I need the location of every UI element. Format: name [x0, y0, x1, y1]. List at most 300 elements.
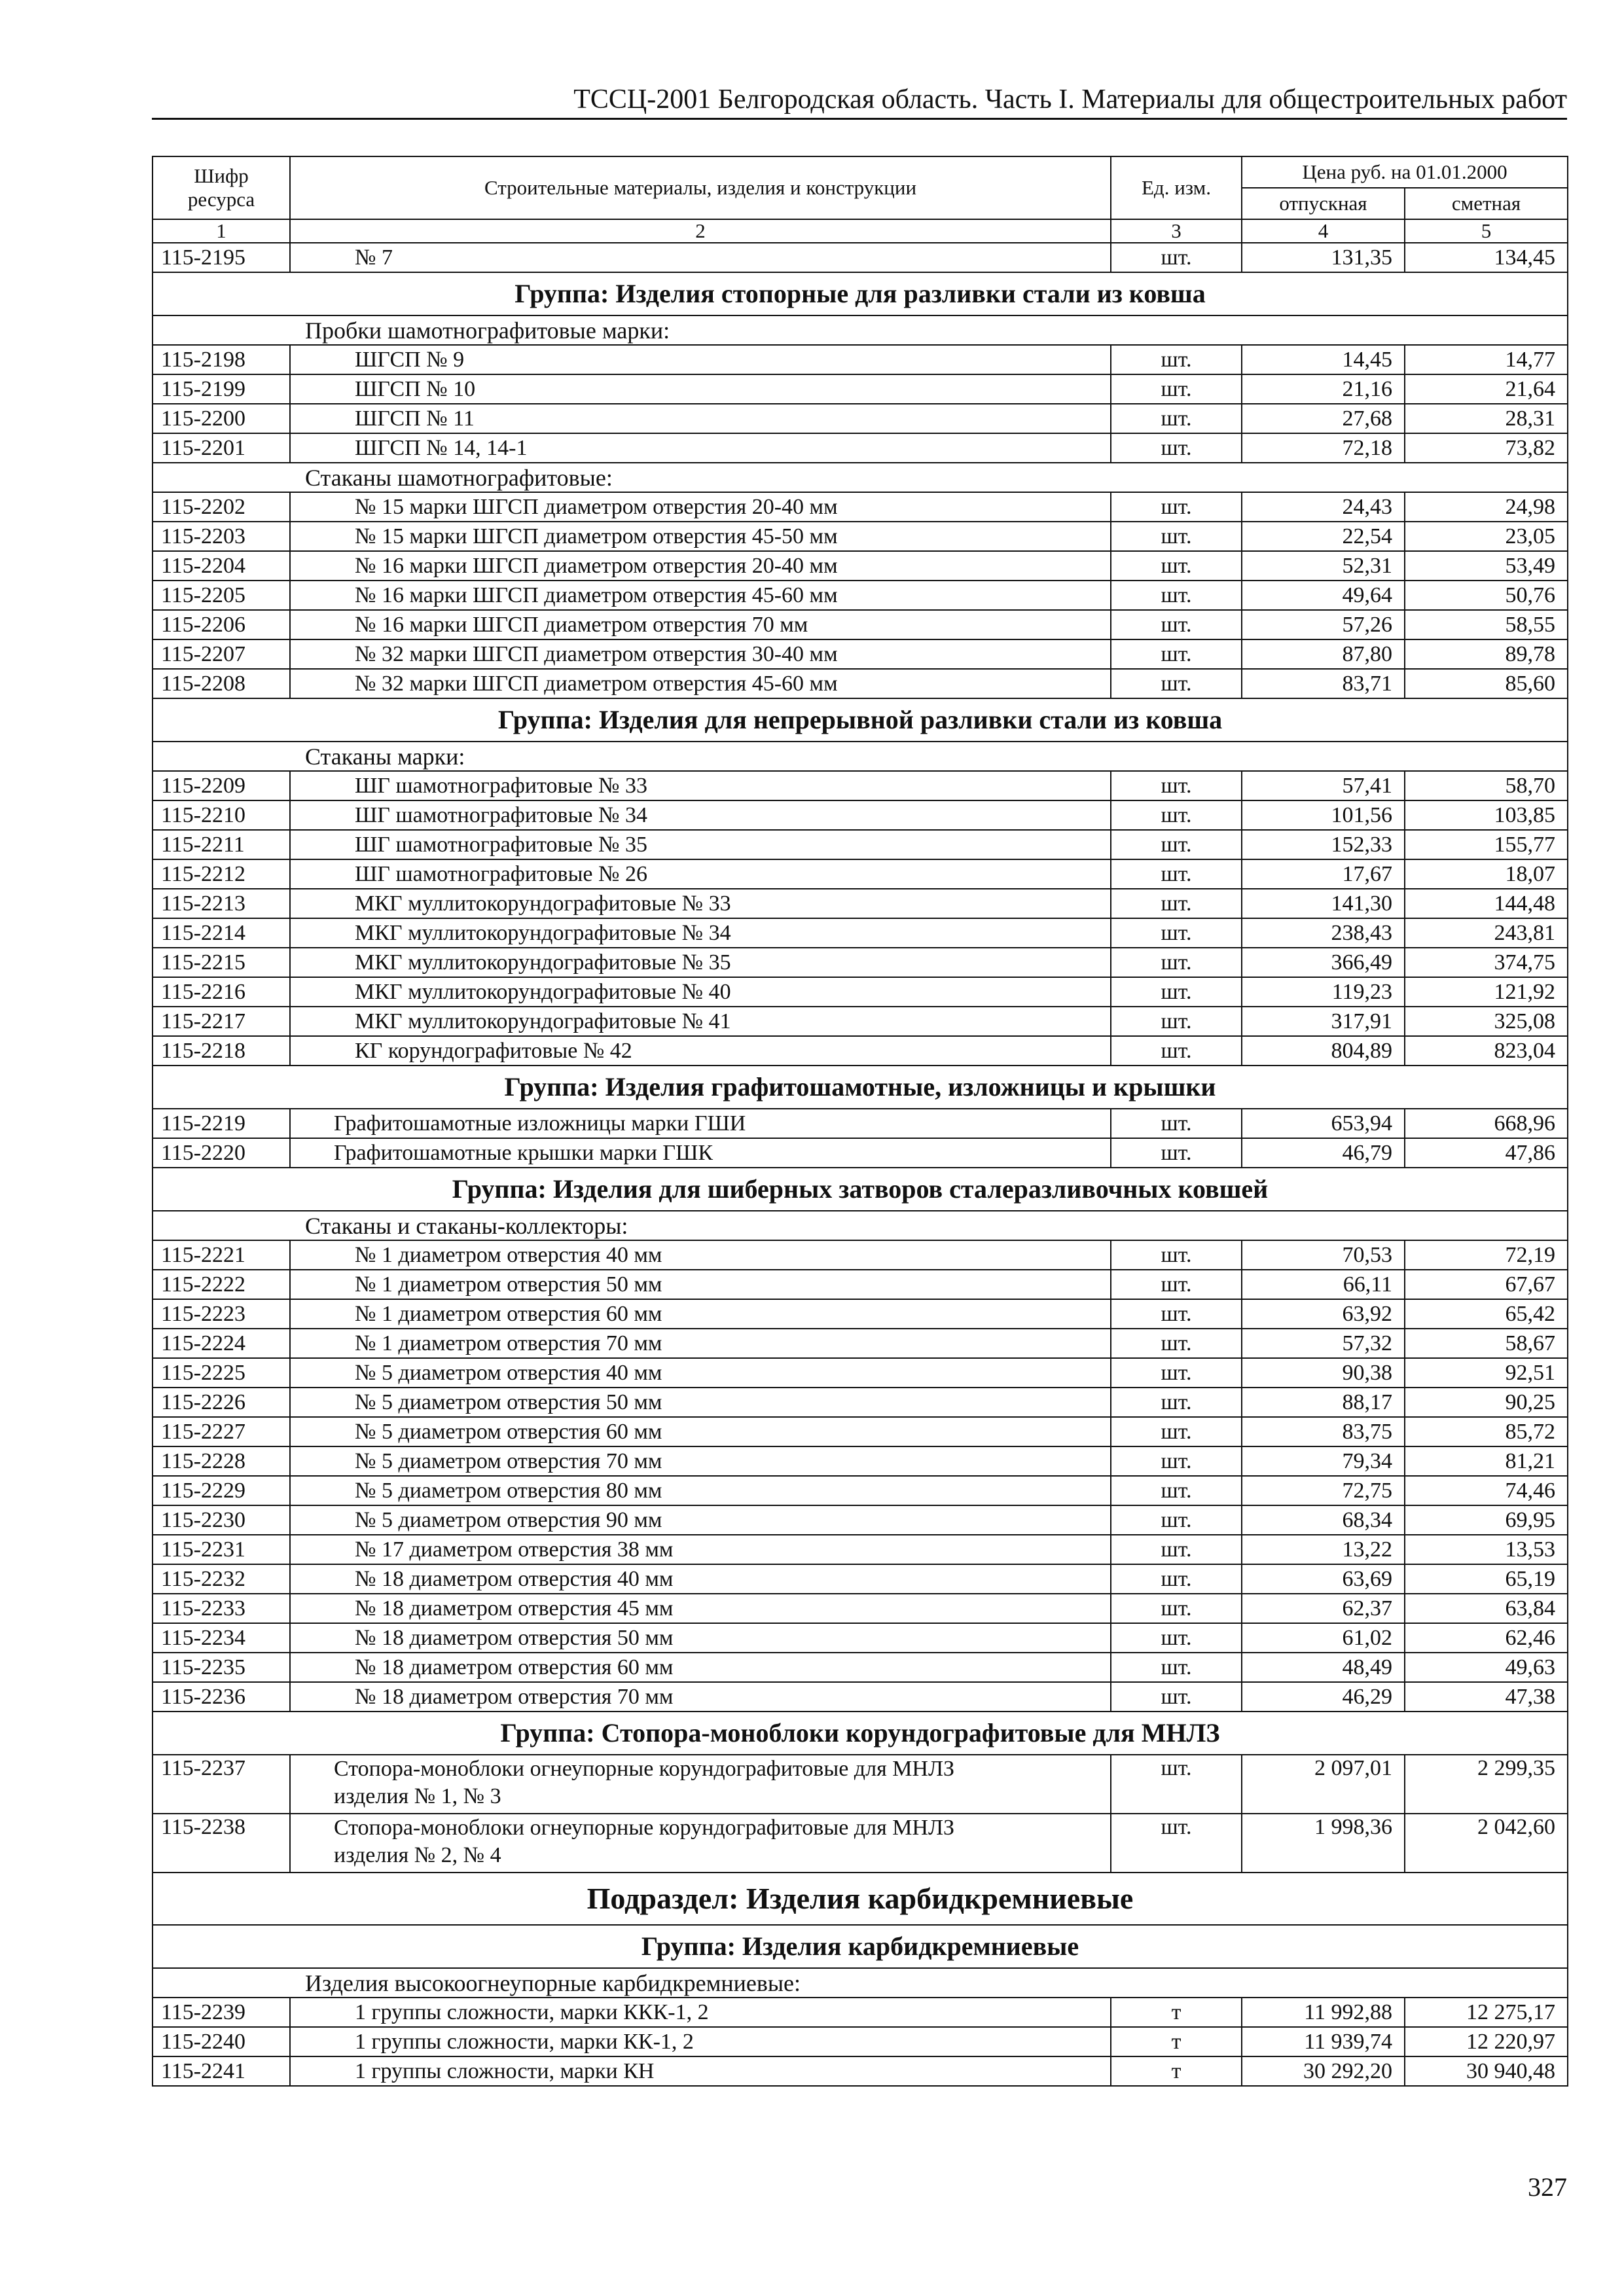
table-row	[153, 1505, 1568, 1535]
unit: шт.	[1111, 1594, 1242, 1623]
table-row	[153, 1417, 1568, 1446]
material-name: № 5 диаметром отверстия 60 мм	[290, 1417, 1111, 1446]
table-body	[153, 243, 1568, 2086]
price-release: 30 292,20	[1242, 2056, 1405, 2086]
table-row	[153, 800, 1568, 830]
material-name: Стопора-моноблоки огнеупорные корундографитовые для МНЛЗ изделия № 1, № 3	[290, 1755, 1111, 1814]
price-estimate: 24,98	[1405, 492, 1568, 522]
table-row	[153, 243, 1568, 272]
resource-code: 115-2214	[153, 918, 290, 948]
table-row	[153, 551, 1568, 581]
table-row	[153, 1007, 1568, 1036]
table-row	[153, 1623, 1568, 1653]
price-release: 119,23	[1242, 977, 1405, 1007]
resource-code: 115-2229	[153, 1476, 290, 1505]
resource-code: 115-2234	[153, 1623, 290, 1653]
price-release: 66,11	[1242, 1270, 1405, 1299]
col-number: 2	[290, 219, 1111, 243]
col-number: 5	[1405, 219, 1568, 243]
resource-code: 115-2211	[153, 830, 290, 859]
table-row	[153, 374, 1568, 404]
price-estimate: 90,25	[1405, 1388, 1568, 1417]
material-name: Графитошамотные изложницы марки ГШИ	[290, 1109, 1111, 1138]
unit: шт.	[1111, 889, 1242, 918]
material-name: МКГ муллитокорундографитовые № 35	[290, 948, 1111, 977]
material-name: ШГ шамотнографитовые № 26	[290, 859, 1111, 889]
unit: шт.	[1111, 771, 1242, 800]
material-name: ШГСП № 14, 14-1	[290, 433, 1111, 463]
price-release: 48,49	[1242, 1653, 1405, 1682]
price-estimate: 144,48	[1405, 889, 1568, 918]
resource-code: 115-2228	[153, 1446, 290, 1476]
price-release: 79,34	[1242, 1446, 1405, 1476]
resource-code: 115-2230	[153, 1505, 290, 1535]
subgroup-label: Стаканы марки:	[153, 742, 1568, 771]
resource-code: 115-2241	[153, 2056, 290, 2086]
unit: шт.	[1111, 492, 1242, 522]
table-row	[153, 1755, 1568, 1814]
price-release: 152,33	[1242, 830, 1405, 859]
resource-code: 115-2236	[153, 1682, 290, 1712]
price-estimate: 67,67	[1405, 1270, 1568, 1299]
header-title: ТССЦ-2001 Белгородская область. Часть I. Материалы для общестроительных работ	[573, 84, 1567, 115]
group-heading-row	[153, 1168, 1568, 1211]
price-estimate: 12 275,17	[1405, 1998, 1568, 2027]
table-row	[153, 1388, 1568, 1417]
resource-code: 115-2231	[153, 1535, 290, 1564]
unit: шт.	[1111, 1755, 1242, 1814]
price-estimate: 28,31	[1405, 404, 1568, 433]
subgroup-label-row	[153, 1211, 1568, 1240]
group-heading-row	[153, 1925, 1568, 1968]
resource-code: 115-2221	[153, 1240, 290, 1270]
price-estimate: 50,76	[1405, 581, 1568, 610]
material-name: 1 группы сложности, марки КК-1, 2	[290, 2027, 1111, 2056]
unit: шт.	[1111, 1270, 1242, 1299]
price-estimate: 2 042,60	[1405, 1814, 1568, 1873]
price-release: 11 939,74	[1242, 2027, 1405, 2056]
price-estimate: 668,96	[1405, 1109, 1568, 1138]
price-release: 2 097,01	[1242, 1755, 1405, 1814]
group-heading-row	[153, 272, 1568, 315]
material-name: № 1 диаметром отверстия 70 мм	[290, 1329, 1111, 1358]
col-number: 4	[1242, 219, 1405, 243]
price-estimate: 2 299,35	[1405, 1755, 1568, 1814]
table-row	[153, 1682, 1568, 1712]
col-header-release: отпускная	[1242, 188, 1405, 219]
unit: шт.	[1111, 610, 1242, 639]
unit: шт.	[1111, 1682, 1242, 1712]
price-release: 70,53	[1242, 1240, 1405, 1270]
material-name: Графитошамотные крышки марки ГШК	[290, 1138, 1111, 1168]
col-number: 1	[153, 219, 290, 243]
material-name: МКГ муллитокорундографитовые № 40	[290, 977, 1111, 1007]
material-name: ШГСП № 11	[290, 404, 1111, 433]
resource-code: 115-2207	[153, 639, 290, 669]
unit: шт.	[1111, 1476, 1242, 1505]
price-release: 83,71	[1242, 669, 1405, 698]
subgroup-label-row	[153, 315, 1568, 345]
unit: шт.	[1111, 1388, 1242, 1417]
table-row	[153, 1270, 1568, 1299]
resource-code: 115-2210	[153, 800, 290, 830]
price-release: 57,32	[1242, 1329, 1405, 1358]
price-estimate: 58,67	[1405, 1329, 1568, 1358]
resource-code: 115-2222	[153, 1270, 290, 1299]
material-name: № 17 диаметром отверстия 38 мм	[290, 1535, 1111, 1564]
material-name: № 18 диаметром отверстия 60 мм	[290, 1653, 1111, 1682]
col-header-estimate: сметная	[1405, 188, 1568, 219]
price-estimate: 58,70	[1405, 771, 1568, 800]
unit: шт.	[1111, 800, 1242, 830]
table-row	[153, 771, 1568, 800]
material-name: № 32 марки ШГСП диаметром отверстия 45-60 мм	[290, 669, 1111, 698]
unit: шт.	[1111, 551, 1242, 581]
table-row	[153, 610, 1568, 639]
resource-code: 115-2200	[153, 404, 290, 433]
column-number-row	[153, 219, 1568, 243]
table-row	[153, 977, 1568, 1007]
page-number: 327	[1528, 2172, 1567, 2202]
resource-code: 115-2219	[153, 1109, 290, 1138]
material-name: № 16 марки ШГСП диаметром отверстия 70 мм	[290, 610, 1111, 639]
price-release: 804,89	[1242, 1036, 1405, 1066]
price-release: 90,38	[1242, 1358, 1405, 1388]
unit: шт.	[1111, 859, 1242, 889]
price-estimate: 85,72	[1405, 1417, 1568, 1446]
resource-code: 115-2235	[153, 1653, 290, 1682]
resource-code: 115-2198	[153, 345, 290, 374]
group-heading-row	[153, 1712, 1568, 1755]
material-name: № 15 марки ШГСП диаметром отверстия 45-50 мм	[290, 522, 1111, 551]
resource-code: 115-2202	[153, 492, 290, 522]
unit: шт.	[1111, 977, 1242, 1007]
resource-code: 115-2232	[153, 1564, 290, 1594]
resource-code: 115-2203	[153, 522, 290, 551]
price-release: 14,45	[1242, 345, 1405, 374]
unit: шт.	[1111, 1417, 1242, 1446]
unit: шт.	[1111, 918, 1242, 948]
resource-code: 115-2225	[153, 1358, 290, 1388]
table-row	[153, 522, 1568, 551]
price-release: 52,31	[1242, 551, 1405, 581]
price-estimate: 58,55	[1405, 610, 1568, 639]
material-name: МКГ муллитокорундографитовые № 34	[290, 918, 1111, 948]
subgroup-label: Стаканы и стаканы-коллекторы:	[153, 1211, 1568, 1240]
material-name: ШГСП № 10	[290, 374, 1111, 404]
resource-code: 115-2226	[153, 1388, 290, 1417]
table-row	[153, 1109, 1568, 1138]
table-row	[153, 2056, 1568, 2086]
unit: шт.	[1111, 1036, 1242, 1066]
price-estimate: 81,21	[1405, 1446, 1568, 1476]
price-release: 62,37	[1242, 1594, 1405, 1623]
price-release: 366,49	[1242, 948, 1405, 977]
material-name: № 5 диаметром отверстия 90 мм	[290, 1505, 1111, 1535]
material-name: № 5 диаметром отверстия 50 мм	[290, 1388, 1111, 1417]
subgroup-label: Изделия высокоогнеупорные карбидкремниевые:	[153, 1968, 1568, 1998]
table-row	[153, 345, 1568, 374]
unit: шт.	[1111, 1240, 1242, 1270]
price-estimate: 134,45	[1405, 243, 1568, 272]
price-release: 57,26	[1242, 610, 1405, 639]
price-release: 87,80	[1242, 639, 1405, 669]
price-estimate: 73,82	[1405, 433, 1568, 463]
subsection-heading: Подраздел: Изделия карбидкремниевые	[153, 1873, 1568, 1925]
resource-code: 115-2240	[153, 2027, 290, 2056]
subsection-heading-row	[153, 1873, 1568, 1925]
price-table	[152, 156, 1568, 2087]
price-estimate: 14,77	[1405, 345, 1568, 374]
material-name: № 18 диаметром отверстия 45 мм	[290, 1594, 1111, 1623]
price-estimate: 47,38	[1405, 1682, 1568, 1712]
material-name: № 5 диаметром отверстия 40 мм	[290, 1358, 1111, 1388]
price-release: 46,29	[1242, 1682, 1405, 1712]
material-name: № 16 марки ШГСП диаметром отверстия 45-60 мм	[290, 581, 1111, 610]
material-name: № 18 диаметром отверстия 40 мм	[290, 1564, 1111, 1594]
resource-code: 115-2220	[153, 1138, 290, 1168]
price-release: 57,41	[1242, 771, 1405, 800]
unit: шт.	[1111, 1535, 1242, 1564]
material-name: № 5 диаметром отверстия 80 мм	[290, 1476, 1111, 1505]
table-head-row-1	[153, 156, 1568, 188]
price-estimate: 85,60	[1405, 669, 1568, 698]
price-estimate: 63,84	[1405, 1594, 1568, 1623]
price-release: 83,75	[1242, 1417, 1405, 1446]
resource-code: 115-2237	[153, 1755, 290, 1814]
table-row	[153, 859, 1568, 889]
price-estimate: 23,05	[1405, 522, 1568, 551]
table-row	[153, 918, 1568, 948]
resource-code: 115-2201	[153, 433, 290, 463]
resource-code: 115-2205	[153, 581, 290, 610]
table-row	[153, 492, 1568, 522]
price-release: 63,92	[1242, 1299, 1405, 1329]
table-row	[153, 1299, 1568, 1329]
material-name: № 1 диаметром отверстия 50 мм	[290, 1270, 1111, 1299]
table-row	[153, 1446, 1568, 1476]
price-estimate: 89,78	[1405, 639, 1568, 669]
unit: шт.	[1111, 522, 1242, 551]
material-name: № 7	[290, 243, 1111, 272]
material-name: ШГ шамотнографитовые № 33	[290, 771, 1111, 800]
price-estimate: 155,77	[1405, 830, 1568, 859]
material-name: № 15 марки ШГСП диаметром отверстия 20-40 мм	[290, 492, 1111, 522]
price-estimate: 69,95	[1405, 1505, 1568, 1535]
resource-code: 115-2209	[153, 771, 290, 800]
col-header-name: Строительные материалы, изделия и конструкции	[290, 156, 1111, 219]
table-row	[153, 404, 1568, 433]
price-release: 141,30	[1242, 889, 1405, 918]
unit: шт.	[1111, 639, 1242, 669]
material-name: ШГСП № 9	[290, 345, 1111, 374]
price-estimate: 121,92	[1405, 977, 1568, 1007]
price-release: 11 992,88	[1242, 1998, 1405, 2027]
price-release: 72,75	[1242, 1476, 1405, 1505]
table-row	[153, 1240, 1568, 1270]
resource-code: 115-2223	[153, 1299, 290, 1329]
price-estimate: 72,19	[1405, 1240, 1568, 1270]
table-row	[153, 1653, 1568, 1682]
price-estimate: 49,63	[1405, 1653, 1568, 1682]
material-name: № 32 марки ШГСП диаметром отверстия 30-40 мм	[290, 639, 1111, 669]
table-row	[153, 1329, 1568, 1358]
resource-code: 115-2212	[153, 859, 290, 889]
price-estimate: 62,46	[1405, 1623, 1568, 1653]
price-release: 63,69	[1242, 1564, 1405, 1594]
table-row	[153, 1036, 1568, 1066]
resource-code: 115-2199	[153, 374, 290, 404]
group-heading-row	[153, 1066, 1568, 1109]
price-estimate: 243,81	[1405, 918, 1568, 948]
resource-code: 115-2204	[153, 551, 290, 581]
table-row	[153, 1358, 1568, 1388]
table-row	[153, 948, 1568, 977]
group-heading: Группа: Изделия стопорные для разливки стали из ковша	[153, 272, 1568, 315]
material-name: ШГ шамотнографитовые № 34	[290, 800, 1111, 830]
group-heading: Группа: Изделия для шиберных затворов сталеразливочных ковшей	[153, 1168, 1568, 1211]
table-row	[153, 1814, 1568, 1873]
price-release: 21,16	[1242, 374, 1405, 404]
price-release: 131,35	[1242, 243, 1405, 272]
resource-code: 115-2208	[153, 669, 290, 698]
subgroup-label-row	[153, 1968, 1568, 1998]
price-release: 1 998,36	[1242, 1814, 1405, 1873]
unit: шт.	[1111, 404, 1242, 433]
unit: шт.	[1111, 374, 1242, 404]
unit: шт.	[1111, 1623, 1242, 1653]
subgroup-label: Стаканы шамотнографитовые:	[153, 463, 1568, 492]
price-release: 27,68	[1242, 404, 1405, 433]
price-estimate: 13,53	[1405, 1535, 1568, 1564]
table-row	[153, 1594, 1568, 1623]
group-heading: Группа: Изделия для непрерывной разливки стали из ковша	[153, 698, 1568, 742]
price-release: 17,67	[1242, 859, 1405, 889]
table-row	[153, 581, 1568, 610]
unit: шт.	[1111, 1814, 1242, 1873]
resource-code: 115-2206	[153, 610, 290, 639]
price-estimate: 30 940,48	[1405, 2056, 1568, 2086]
price-release: 238,43	[1242, 918, 1405, 948]
price-release: 68,34	[1242, 1505, 1405, 1535]
resource-code: 115-2218	[153, 1036, 290, 1066]
subgroup-label-row	[153, 742, 1568, 771]
subgroup-label: Пробки шамотнографитовые марки:	[153, 315, 1568, 345]
price-release: 13,22	[1242, 1535, 1405, 1564]
price-release: 61,02	[1242, 1623, 1405, 1653]
price-estimate: 53,49	[1405, 551, 1568, 581]
price-estimate: 103,85	[1405, 800, 1568, 830]
unit: шт.	[1111, 948, 1242, 977]
table-row	[153, 1535, 1568, 1564]
material-name: МКГ муллитокорундографитовые № 33	[290, 889, 1111, 918]
unit: т	[1111, 2027, 1242, 2056]
price-release: 101,56	[1242, 800, 1405, 830]
price-release: 88,17	[1242, 1388, 1405, 1417]
table-row	[153, 1476, 1568, 1505]
col-header-unit: Ед. изм.	[1111, 156, 1242, 219]
material-name: № 5 диаметром отверстия 70 мм	[290, 1446, 1111, 1476]
price-estimate: 374,75	[1405, 948, 1568, 977]
price-release: 653,94	[1242, 1109, 1405, 1138]
material-name: № 18 диаметром отверстия 70 мм	[290, 1682, 1111, 1712]
unit: шт.	[1111, 1109, 1242, 1138]
unit: шт.	[1111, 1564, 1242, 1594]
resource-code: 115-2217	[153, 1007, 290, 1036]
price-estimate: 65,42	[1405, 1299, 1568, 1329]
price-release: 72,18	[1242, 433, 1405, 463]
group-heading-row	[153, 698, 1568, 742]
table-row	[153, 433, 1568, 463]
unit: шт.	[1111, 243, 1242, 272]
table-row	[153, 2027, 1568, 2056]
table-row	[153, 889, 1568, 918]
unit: шт.	[1111, 1358, 1242, 1388]
unit: шт.	[1111, 345, 1242, 374]
price-release: 24,43	[1242, 492, 1405, 522]
price-estimate: 823,04	[1405, 1036, 1568, 1066]
table-row	[153, 669, 1568, 698]
resource-code: 115-2224	[153, 1329, 290, 1358]
table-row	[153, 830, 1568, 859]
resource-code: 115-2195	[153, 243, 290, 272]
material-name: КГ корундографитовые № 42	[290, 1036, 1111, 1066]
table-row	[153, 1564, 1568, 1594]
price-estimate: 12 220,97	[1405, 2027, 1568, 2056]
unit: шт.	[1111, 1138, 1242, 1168]
price-estimate: 21,64	[1405, 374, 1568, 404]
unit: шт.	[1111, 1299, 1242, 1329]
unit: шт.	[1111, 1653, 1242, 1682]
resource-code: 115-2238	[153, 1814, 290, 1873]
material-name: 1 группы сложности, марки ККК-1, 2	[290, 1998, 1111, 2027]
unit: шт.	[1111, 1446, 1242, 1476]
resource-code: 115-2216	[153, 977, 290, 1007]
unit: шт.	[1111, 1007, 1242, 1036]
col-number: 3	[1111, 219, 1242, 243]
material-name: Стопора-моноблоки огнеупорные корундографитовые для МНЛЗ изделия № 2, № 4	[290, 1814, 1111, 1873]
price-estimate: 92,51	[1405, 1358, 1568, 1388]
price-estimate: 325,08	[1405, 1007, 1568, 1036]
table-row	[153, 1138, 1568, 1168]
resource-code: 115-2215	[153, 948, 290, 977]
group-heading: Группа: Изделия карбидкремниевые	[153, 1925, 1568, 1968]
price-release: 22,54	[1242, 522, 1405, 551]
table-row	[153, 1998, 1568, 2027]
price-estimate: 47,86	[1405, 1138, 1568, 1168]
unit: шт.	[1111, 433, 1242, 463]
price-release: 46,79	[1242, 1138, 1405, 1168]
material-name: 1 группы сложности, марки КН	[290, 2056, 1111, 2086]
col-header-price: Цена руб. на 01.01.2000	[1242, 156, 1568, 188]
unit: шт.	[1111, 581, 1242, 610]
unit: шт.	[1111, 1329, 1242, 1358]
unit: т	[1111, 1998, 1242, 2027]
unit: шт.	[1111, 1505, 1242, 1535]
col-header-code: Шифр ресурса	[153, 156, 290, 219]
price-release: 49,64	[1242, 581, 1405, 610]
unit: шт.	[1111, 669, 1242, 698]
resource-code: 115-2227	[153, 1417, 290, 1446]
group-heading: Группа: Изделия графитошамотные, изложницы и крышки	[153, 1066, 1568, 1109]
resource-code: 115-2233	[153, 1594, 290, 1623]
price-estimate: 65,19	[1405, 1564, 1568, 1594]
material-name: ШГ шамотнографитовые № 35	[290, 830, 1111, 859]
unit: т	[1111, 2056, 1242, 2086]
price-estimate: 18,07	[1405, 859, 1568, 889]
table-row	[153, 639, 1568, 669]
subgroup-label-row	[153, 463, 1568, 492]
